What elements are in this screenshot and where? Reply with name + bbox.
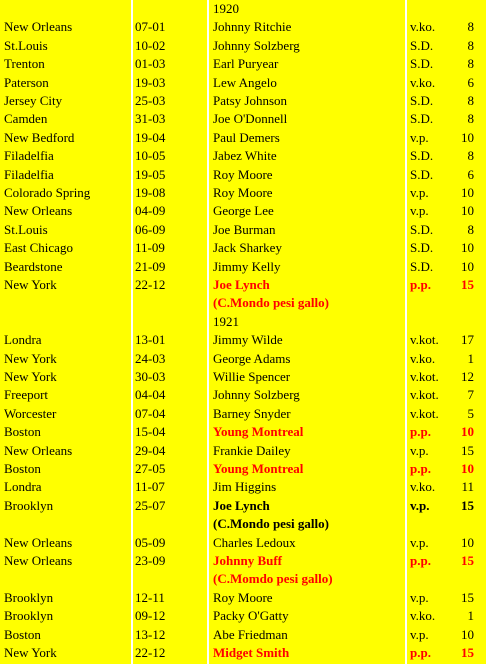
city-cell: New Bedford bbox=[4, 129, 75, 145]
table-row bbox=[0, 552, 486, 570]
opponent-cell: Johnny Buff bbox=[213, 553, 282, 568]
opponent-cell: Paul Demers bbox=[213, 129, 280, 145]
date-cell: 01-03 bbox=[135, 56, 166, 72]
result-cell: v.ko. bbox=[410, 608, 436, 624]
opponent-cell: Jimmy Wilde bbox=[213, 332, 283, 348]
result-cell: v.ko. bbox=[410, 74, 436, 90]
date-cell: 19-03 bbox=[135, 74, 166, 90]
rounds-cell: 7 bbox=[467, 387, 474, 403]
rounds-cell: 8 bbox=[467, 148, 474, 164]
city-cell: St.Louis bbox=[4, 37, 48, 53]
city-cell: Beardstone bbox=[4, 258, 63, 274]
result-cell: v.kot. bbox=[410, 405, 439, 421]
rounds-cell: 8 bbox=[467, 111, 474, 127]
city-cell: East Chicago bbox=[4, 240, 73, 256]
date-cell: 23-09 bbox=[135, 553, 166, 568]
rounds-cell: 15 bbox=[461, 553, 474, 568]
date-cell: 19-05 bbox=[135, 166, 166, 182]
date-cell: 30-03 bbox=[135, 369, 166, 384]
rounds-cell: 10 bbox=[461, 534, 474, 550]
rounds-cell: 10 bbox=[461, 258, 474, 274]
opponent-cell: Packy O'Gatty bbox=[213, 608, 289, 624]
table-row bbox=[0, 166, 486, 184]
city-cell: Brooklyn bbox=[4, 608, 54, 624]
rounds-cell: 8 bbox=[467, 221, 474, 237]
rounds-cell: 10 bbox=[461, 626, 474, 642]
opponent-cell: Joe Lynch bbox=[213, 277, 270, 292]
opponent-cell: Midget Smith bbox=[213, 645, 290, 660]
table-row bbox=[0, 423, 486, 441]
rounds-cell: 15 bbox=[461, 645, 474, 660]
city-cell: New Orleans bbox=[4, 442, 73, 458]
opponent-cell: Patsy Johnson bbox=[213, 93, 288, 108]
city-cell: Camden bbox=[4, 111, 48, 127]
title-note-row bbox=[0, 570, 486, 588]
table-row bbox=[0, 74, 486, 92]
table-row bbox=[0, 589, 486, 607]
date-cell: 15-04 bbox=[135, 424, 166, 440]
opponent-cell: Young Montreal bbox=[213, 461, 304, 476]
rounds-cell: 15 bbox=[461, 277, 474, 292]
result-cell: v.p. bbox=[410, 534, 429, 550]
table-row bbox=[0, 258, 486, 276]
result-cell: v.p. bbox=[410, 497, 430, 513]
opponent-cell: Joe O'Donnell bbox=[213, 111, 288, 127]
table-row bbox=[0, 331, 486, 349]
opponent-cell: Jim Higgins bbox=[213, 479, 277, 495]
city-cell: New Orleans bbox=[4, 19, 73, 35]
date-cell: 21-09 bbox=[135, 258, 166, 274]
opponent-cell: Abe Friedman bbox=[213, 626, 288, 642]
rounds-cell: 8 bbox=[467, 93, 474, 108]
rounds-cell: 1 bbox=[467, 608, 474, 624]
table-row bbox=[0, 147, 486, 165]
city-cell: Boston bbox=[4, 461, 41, 476]
rounds-cell: 17 bbox=[461, 332, 474, 348]
opponent-cell: George Lee bbox=[213, 203, 274, 219]
date-cell: 04-09 bbox=[135, 203, 166, 219]
result-cell: v.p. bbox=[410, 589, 429, 605]
date-cell: 12-11 bbox=[135, 589, 165, 605]
city-cell: Brooklyn bbox=[4, 589, 54, 605]
opponent-cell: Earl Puryear bbox=[213, 56, 279, 72]
date-cell: 07-04 bbox=[135, 405, 166, 421]
table-row bbox=[0, 368, 486, 386]
opponent-cell: Johnny Solzberg bbox=[213, 387, 300, 403]
rounds-cell: 10 bbox=[461, 240, 474, 256]
date-cell: 19-04 bbox=[135, 129, 166, 145]
result-cell: S.D. bbox=[410, 93, 434, 108]
opponent-cell: Barney Snyder bbox=[213, 405, 291, 421]
result-cell: v.p. bbox=[410, 203, 429, 219]
city-cell: Colorado Spring bbox=[4, 185, 91, 200]
table-row bbox=[0, 184, 486, 202]
opponent-cell: Frankie Dailey bbox=[213, 442, 291, 458]
opponent-cell: Young Montreal bbox=[213, 424, 304, 440]
opponent-cell: Johnny Ritchie bbox=[213, 19, 292, 35]
date-cell: 24-03 bbox=[135, 350, 166, 366]
rounds-cell: 10 bbox=[461, 129, 474, 145]
city-cell: New Orleans bbox=[4, 553, 73, 568]
city-cell: New York bbox=[4, 350, 57, 366]
city-cell: Boston bbox=[4, 626, 41, 642]
result-cell: S.D. bbox=[410, 56, 434, 72]
table-row bbox=[0, 350, 486, 368]
table-row bbox=[0, 607, 486, 625]
year-label: 1921 bbox=[213, 313, 239, 329]
rounds-cell: 10 bbox=[461, 203, 474, 219]
city-cell: Trenton bbox=[4, 56, 45, 72]
year-label: 1920 bbox=[213, 1, 239, 16]
result-cell: p.p. bbox=[410, 461, 431, 476]
opponent-cell: Jack Sharkey bbox=[213, 240, 282, 256]
rounds-cell: 10 bbox=[461, 461, 474, 476]
result-cell: S.D. bbox=[410, 258, 434, 274]
date-cell: 13-01 bbox=[135, 332, 166, 348]
rounds-cell: 15 bbox=[461, 497, 474, 513]
table-row bbox=[0, 386, 486, 404]
title-note: (C.Mondo pesi gallo) bbox=[213, 295, 329, 311]
year-heading bbox=[0, 313, 486, 331]
city-cell: Worcester bbox=[4, 405, 57, 421]
result-cell: v.kot. bbox=[410, 369, 439, 384]
date-cell: 11-09 bbox=[135, 240, 165, 256]
opponent-cell: Joe Lynch bbox=[213, 497, 270, 513]
table-row bbox=[0, 626, 486, 644]
date-cell: 13-12 bbox=[135, 626, 166, 642]
city-cell: Boston bbox=[4, 424, 41, 440]
table-row bbox=[0, 92, 486, 110]
result-cell: v.ko. bbox=[410, 19, 436, 35]
result-cell: v.p. bbox=[410, 442, 429, 458]
table-row bbox=[0, 221, 486, 239]
city-cell: Filadelfia bbox=[4, 166, 54, 182]
city-cell: New York bbox=[4, 277, 57, 292]
date-cell: 31-03 bbox=[135, 111, 166, 127]
result-cell: v.p. bbox=[410, 129, 429, 145]
opponent-cell: Willie Spencer bbox=[213, 369, 291, 384]
result-cell: p.p. bbox=[410, 277, 431, 292]
city-cell: Brooklyn bbox=[4, 497, 54, 513]
result-cell: p.p. bbox=[410, 553, 431, 568]
opponent-cell: Jabez White bbox=[213, 148, 277, 164]
table-row bbox=[0, 18, 486, 36]
result-cell: p.p. bbox=[410, 645, 431, 660]
result-cell: S.D. bbox=[410, 166, 434, 182]
rounds-cell: 15 bbox=[461, 589, 474, 605]
result-cell: v.kot. bbox=[410, 387, 439, 403]
date-cell: 04-04 bbox=[135, 387, 166, 403]
city-cell: St.Louis bbox=[4, 221, 48, 237]
opponent-cell: Joe Burman bbox=[213, 221, 276, 237]
opponent-cell: Roy Moore bbox=[213, 589, 273, 605]
city-cell: Freeport bbox=[4, 387, 49, 403]
year-heading bbox=[0, 0, 486, 18]
city-cell: New Orleans bbox=[4, 203, 73, 219]
date-cell: 07-01 bbox=[135, 19, 166, 35]
table-row bbox=[0, 37, 486, 55]
rounds-cell: 8 bbox=[467, 56, 474, 72]
date-cell: 11-07 bbox=[135, 479, 165, 495]
date-cell: 09-12 bbox=[135, 608, 166, 624]
opponent-cell: Johnny Solzberg bbox=[213, 37, 300, 53]
table-row bbox=[0, 478, 486, 496]
city-cell: Paterson bbox=[4, 74, 49, 90]
table-row bbox=[0, 110, 486, 128]
table-row bbox=[0, 202, 486, 220]
result-cell: S.D. bbox=[410, 111, 434, 127]
date-cell: 06-09 bbox=[135, 221, 166, 237]
date-cell: 29-04 bbox=[135, 442, 166, 458]
table-row bbox=[0, 55, 486, 73]
result-cell: S.D. bbox=[410, 221, 434, 237]
date-cell: 22-12 bbox=[135, 645, 166, 660]
opponent-cell: Lew Angelo bbox=[213, 74, 277, 90]
result-cell: v.ko. bbox=[410, 479, 436, 495]
date-cell: 27-05 bbox=[135, 461, 166, 476]
opponent-cell: Roy Moore bbox=[213, 185, 273, 200]
title-note: (C.Mondo pesi gallo) bbox=[213, 516, 329, 532]
opponent-cell: Charles Ledoux bbox=[213, 534, 296, 550]
city-cell: Londra bbox=[4, 479, 42, 495]
date-cell: 10-02 bbox=[135, 37, 166, 53]
rounds-cell: 11 bbox=[461, 479, 474, 495]
rounds-cell: 1 bbox=[467, 350, 474, 366]
result-cell: S.D. bbox=[410, 240, 434, 256]
table-row bbox=[0, 497, 486, 515]
rounds-cell: 6 bbox=[467, 166, 474, 182]
opponent-cell: George Adams bbox=[213, 350, 291, 366]
date-cell: 22-12 bbox=[135, 277, 166, 292]
result-cell: v.p. bbox=[410, 626, 429, 642]
result-cell: p.p. bbox=[410, 424, 431, 440]
rounds-cell: 8 bbox=[467, 19, 474, 35]
city-cell: New York bbox=[4, 645, 57, 660]
city-cell: New York bbox=[4, 369, 57, 384]
table-row bbox=[0, 644, 486, 662]
table-row bbox=[0, 442, 486, 460]
result-cell: S.D. bbox=[410, 148, 434, 164]
date-cell: 25-07 bbox=[135, 497, 166, 513]
city-cell: New Orleans bbox=[4, 534, 73, 550]
result-cell: v.kot. bbox=[410, 332, 439, 348]
table-row bbox=[0, 239, 486, 257]
result-cell: S.D. bbox=[410, 37, 434, 53]
rounds-cell: 8 bbox=[467, 37, 474, 53]
table-row bbox=[0, 405, 486, 423]
title-note: (C.Momdo pesi gallo) bbox=[213, 571, 333, 587]
rounds-cell: 10 bbox=[461, 424, 474, 440]
result-cell: v.ko. bbox=[410, 350, 436, 366]
rounds-cell: 15 bbox=[461, 442, 474, 458]
city-cell: Jersey City bbox=[4, 93, 63, 108]
rounds-cell: 12 bbox=[461, 369, 474, 384]
opponent-cell: Jimmy Kelly bbox=[213, 258, 281, 274]
date-cell: 25-03 bbox=[135, 93, 166, 108]
date-cell: 05-09 bbox=[135, 534, 166, 550]
rounds-cell: 6 bbox=[467, 74, 474, 90]
date-cell: 10-05 bbox=[135, 148, 166, 164]
result-cell: v.p. bbox=[410, 185, 429, 200]
table-row bbox=[0, 129, 486, 147]
city-cell: Filadelfia bbox=[4, 148, 54, 164]
opponent-cell: Roy Moore bbox=[213, 166, 273, 182]
table-row bbox=[0, 534, 486, 552]
table-row bbox=[0, 276, 486, 294]
city-cell: Londra bbox=[4, 332, 42, 348]
rounds-cell: 5 bbox=[467, 405, 474, 421]
rounds-cell: 10 bbox=[461, 185, 474, 200]
title-note-row bbox=[0, 294, 486, 312]
title-note-row bbox=[0, 515, 486, 533]
table-row bbox=[0, 460, 486, 478]
date-cell: 19-08 bbox=[135, 185, 166, 200]
